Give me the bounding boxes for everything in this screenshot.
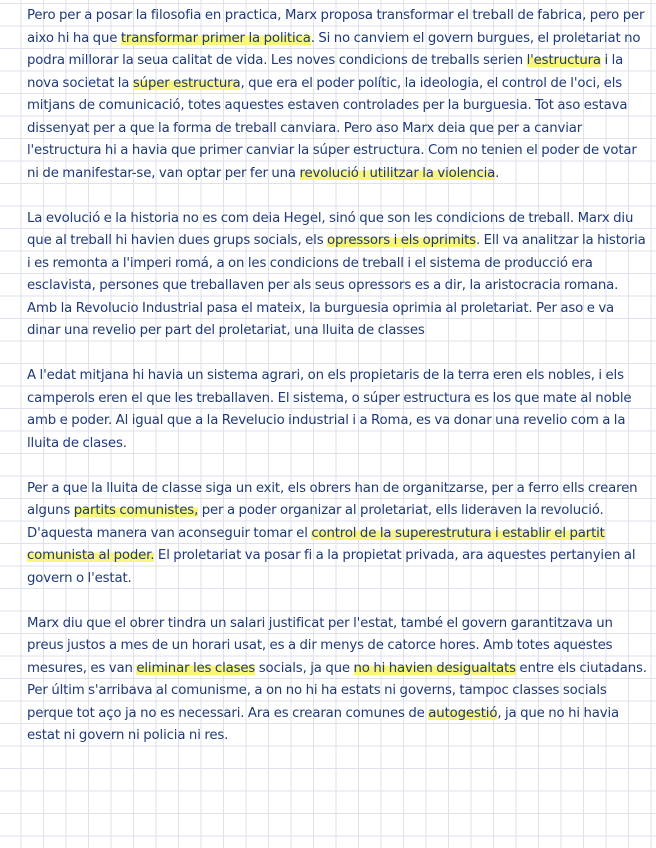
highlighted-text: súper estructura [132,75,241,91]
text-segment: Marx diu que el obrer tindra un salari justificat per l'estat, també el govern garantitzava un preus justos a mes de un horari usat, es a dir menys de catorce hores. Amb totes aquestes mesures, es van [27,615,613,676]
paragraph-5 [27,613,647,748]
text-segment: Pero per a posar la filosofia en practica, Marx proposa transformar el treball de fabrica, pero per aixo hi ha que [27,8,645,46]
text-segment: . [495,165,500,181]
text-segment: La evolució e la historia no es com deia Hegel, sinó que son les condicions de treball. Marx diu que al treball hi havien dues grups socials, els [27,210,634,248]
highlighted-text: opressors i els oprimits [327,233,476,248]
highlighted-text: partits comunistes, [73,503,199,518]
text-segment: per a poder organizar al proletariat, ells lideraven la revolució. D'aquesta manera van aconseguir tomar el [27,503,604,541]
text-segment: Per a que la lluita de classe siga un exit, els obrers han de organitzarse, per a ferro ells crearen alguns [27,480,638,518]
text-segment: . Ell va analitzar la historia i es remonta a l'imperi romá, a on les condicions de treball i el sistema de producció era esclavista, persones que treballaven per als seus opressors es a dir, la aristocracia romana. Amb la Revolucio Industrial pasa el mateix, la burguesia oprimia al proletariat. Per aso e va dinar una revelio per part del proletariat, una lluita de classes [27,233,646,338]
text-segment: El proletariat va posar fi a la propietat privada, ara aquestes pertanyien al govern o l'estat. [27,548,636,586]
highlighted-text: control de la superestrutura i establir el partit comunista al poder. [27,525,605,563]
text-segment: , que era el poder polític, la ideologia, el control de l'oci, els mitjans de comunicació, totes aquestes estaven controlades per la burguesia. Tot aso estava dissenyat per a que la forma de treball canviara. Pero aso Marx deia que per a canviar l'estructura hi a havia que primer canviar la súper estructura. Com no tenien el poder de votar ni de manifestar-se, van optar per fer una [27,75,637,181]
highlighted-text: transformar primer la politica [120,30,311,46]
highlighted-text: eliminar les clases [136,660,256,676]
text-segment: , ja que no hi havia estat ni govern ni policia ni res. [27,705,620,743]
paragraph-3 [27,365,647,455]
paragraph-4 [27,478,647,591]
text-segment: socials, ja que [255,660,354,676]
highlighted-text: no hi havien desigualtats [353,660,516,676]
paragraph-1 [27,5,647,185]
highlighted-text: revolució i utilitzar la violencia [299,165,496,181]
text-segment: . Si no canviem el govern burgues, el proletariat no podra millorar la seua calitat de vida. Les noves condicions de treballs serien [27,30,641,68]
text-segment: entre els ciutadans. Per últim s'arribava al comunisme, a on no hi ha estats ni governs, tampoc classes socials perque tot aço ja no es necessari. Ara es crearan comunes de [27,660,647,721]
highlighted-text: autogestió [428,705,498,721]
paragraph-2 [27,208,647,343]
notebook-page [27,5,647,770]
text-segment: i la nova societat la [27,53,624,91]
text-segment: A l'edat mitjana hi havia un sistema agrari, on els propietaris de la terra eren els nobles, i els camperols eren el que les treballaven. El sistema, o súper estructura es los que mate al noble amb e poder. Al igual que a la Revelucio industrial i a Roma, es va donar una revelio com a la lluita de clases. [27,368,632,451]
highlighted-text: l'estructura [526,53,601,68]
